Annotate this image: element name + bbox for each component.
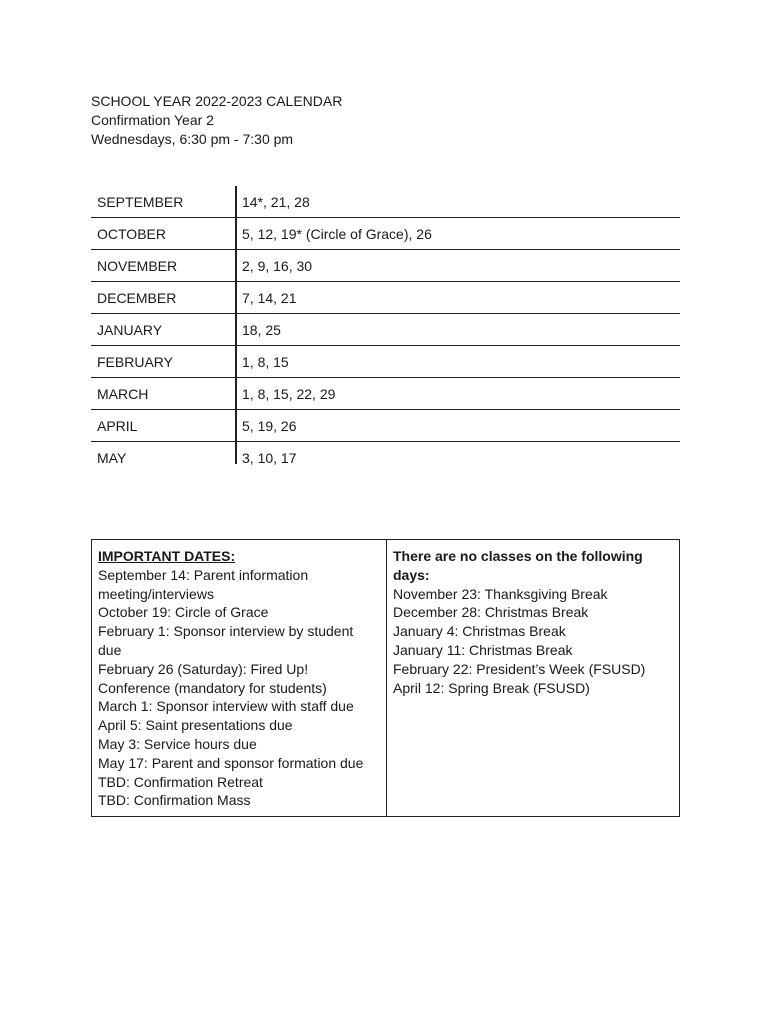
important-date-item: February 26 (Saturday): Fired Up! Conference (mandatory for students): [98, 660, 327, 696]
month-label: OCTOBER: [97, 226, 166, 242]
month-label: NOVEMBER: [97, 258, 178, 274]
no-classes-cell: [387, 540, 679, 816]
no-class-item: January 11: Christmas Break: [393, 641, 573, 658]
schedule-row: [91, 442, 680, 473]
month-label: MARCH: [97, 386, 149, 402]
schedule-row: [91, 282, 680, 314]
important-date-item: April 5: Saint presentations due: [98, 717, 293, 734]
month-label: APRIL: [97, 418, 138, 434]
month-dates: 18, 25: [242, 322, 281, 338]
important-date-item: TBD: Confirmation Retreat: [98, 773, 263, 790]
month-dates: 5, 19, 26: [242, 418, 297, 434]
info-table: [91, 539, 680, 817]
month-dates: 3, 10, 17: [242, 450, 297, 466]
schedule-row: [91, 250, 680, 282]
month-label: FEBRUARY: [97, 354, 173, 370]
important-date-item: May 3: Service hours due: [98, 735, 257, 752]
important-date-item: October 19: Circle of Grace: [98, 604, 269, 621]
month-label: SEPTEMBER: [97, 194, 184, 210]
schedule-row: [91, 410, 680, 442]
important-dates-cell: [92, 540, 387, 816]
no-class-item: January 4: Christmas Break: [393, 623, 566, 640]
month-dates: 1, 8, 15: [242, 354, 289, 370]
document-title: SCHOOL YEAR 2022-2023 CALENDAR: [91, 93, 343, 109]
important-date-item: February 1: Sponsor interview by student due: [98, 623, 354, 658]
schedule-row: [91, 378, 680, 410]
month-dates: 7, 14, 21: [242, 290, 297, 306]
no-class-item: February 22: President’s Week (FSUSD): [393, 660, 646, 677]
important-dates-heading: IMPORTANT DATES:: [98, 548, 236, 564]
month-dates: 5, 12, 19* (Circle of Grace), 26: [242, 226, 432, 242]
schedule-table: [91, 186, 680, 473]
month-label: DECEMBER: [97, 290, 177, 306]
month-dates: 14*, 21, 28: [242, 194, 310, 210]
schedule-row: [91, 314, 680, 346]
no-class-item: November 23: Thanksgiving Break: [393, 585, 608, 602]
schedule-row: [91, 346, 680, 378]
important-date-item: September 14: Parent information meeting/interviews: [98, 566, 309, 602]
important-date-item: March 1: Sponsor interview with staff due: [98, 698, 354, 715]
schedule-row: [91, 186, 680, 218]
no-class-item: December 28: Christmas Break: [393, 604, 589, 621]
schedule-row: [91, 218, 680, 250]
month-dates: 1, 8, 15, 22, 29: [242, 386, 336, 402]
no-class-item: April 12: Spring Break (FSUSD): [393, 679, 590, 696]
month-dates: 2, 9, 16, 30: [242, 258, 313, 274]
no-classes-heading: There are no classes on the following days:: [393, 548, 643, 583]
meeting-time: Wednesdays, 6:30 pm - 7:30 pm: [91, 131, 294, 147]
document-subtitle: Confirmation Year 2: [91, 112, 214, 128]
important-date-item: TBD: Confirmation Mass: [98, 792, 251, 809]
month-label: MAY: [97, 450, 127, 466]
month-label: JANUARY: [97, 322, 163, 338]
document-header: [91, 92, 342, 149]
important-date-item: May 17: Parent and sponsor formation due: [98, 754, 364, 771]
